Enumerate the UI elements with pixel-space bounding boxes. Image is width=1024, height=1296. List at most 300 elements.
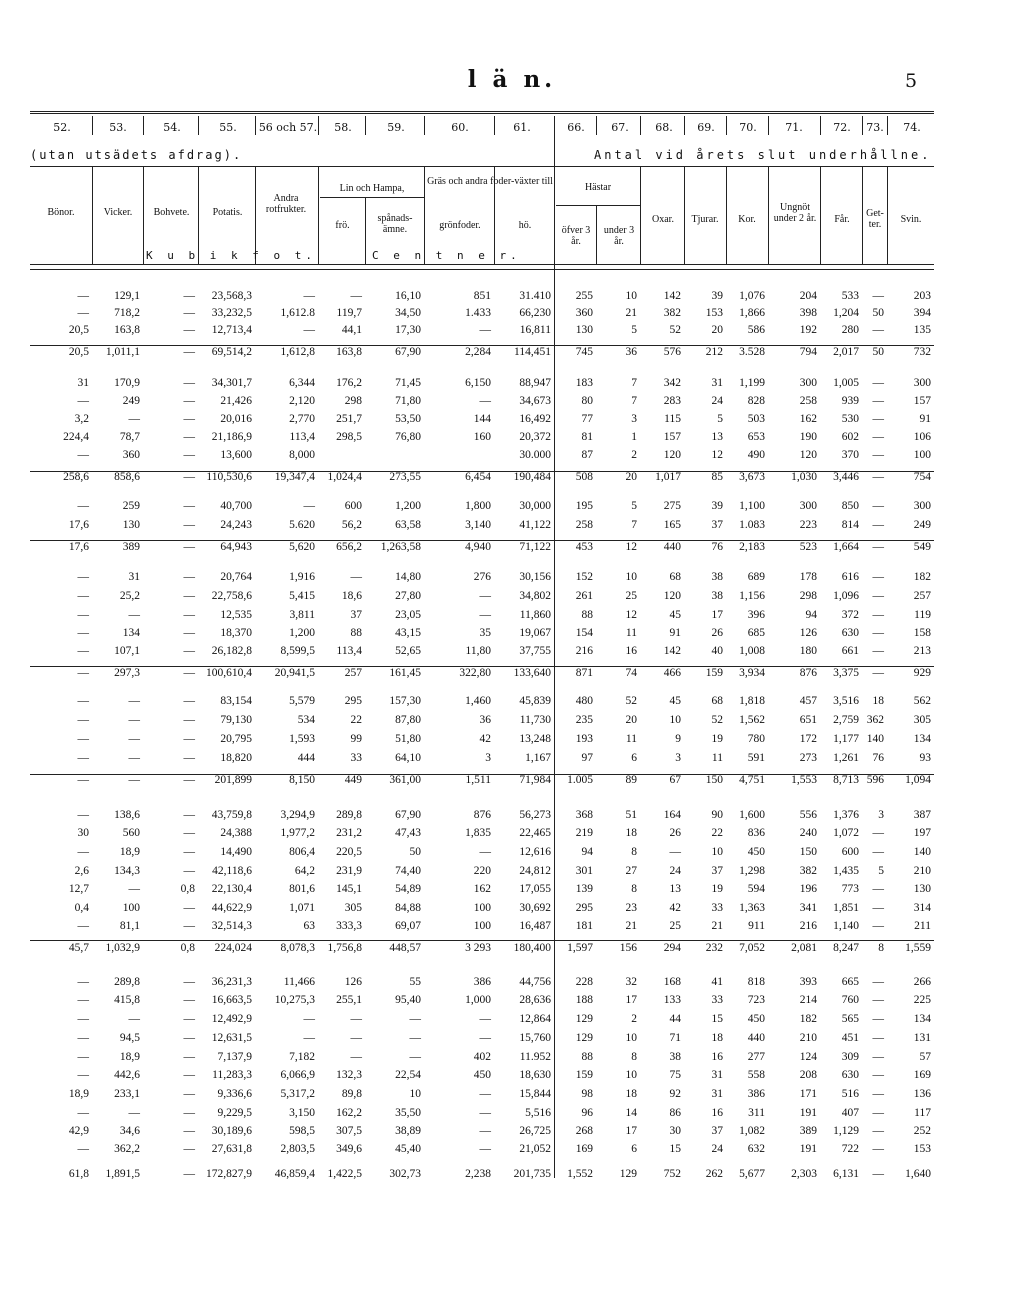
table-cell: 15,760 — [519, 1032, 551, 1044]
table-cell: 273 — [799, 752, 817, 764]
table-cell: 30,189,6 — [211, 1125, 252, 1137]
table-cell: 37 — [350, 609, 362, 621]
table-sum-cell: 3,375 — [833, 667, 859, 679]
table-cell: — — [872, 377, 884, 389]
table-cell: — — [479, 1125, 491, 1137]
table-cell: 216 — [799, 920, 817, 932]
table-cell: 35,50 — [395, 1107, 421, 1119]
table-cell: 31 — [711, 1069, 723, 1081]
table-cell: 52,65 — [395, 645, 421, 657]
header-vicker: Vicker. — [103, 207, 133, 218]
table-cell: 10 — [625, 571, 637, 583]
table-cell: 50 — [409, 846, 421, 858]
table-cell: 64,2 — [294, 865, 315, 877]
table-cell: 154 — [575, 627, 593, 639]
table-sum-cell: — — [183, 346, 195, 358]
table-cell: 160 — [473, 431, 491, 443]
table-cell: 34,673 — [519, 395, 551, 407]
table-cell: 113,4 — [336, 645, 362, 657]
table-cell: 277 — [747, 1051, 765, 1063]
table-cell: 11.952 — [519, 1051, 551, 1063]
table-cell: 5 — [631, 500, 637, 512]
header-ofver: öfver 3 år. — [561, 225, 591, 247]
table-cell: 192 — [799, 324, 817, 336]
table-sum-cell: 8,247 — [833, 942, 859, 954]
table-cell: 21 — [625, 920, 637, 932]
table-cell: — — [872, 590, 884, 602]
table-cell: 3,516 — [833, 695, 859, 707]
table-cell: 35 — [479, 627, 491, 639]
table-cell: — — [872, 645, 884, 657]
table-cell: 10,275,3 — [274, 994, 315, 1006]
table-cell: 33 — [350, 752, 362, 764]
table-cell: 136 — [913, 1088, 931, 1100]
table-cell: — — [77, 920, 89, 932]
table-cell: 5,579 — [289, 695, 315, 707]
table-cell: 616 — [841, 571, 859, 583]
header-tjurar: Tjurar. — [691, 214, 719, 225]
table-cell: — — [350, 290, 362, 302]
table-cell: 22 — [711, 827, 723, 839]
column-number: 74. — [903, 121, 921, 134]
table-sum-cell: 17,6 — [68, 541, 89, 553]
table-cell: 311 — [748, 1107, 765, 1119]
table-cell: — — [183, 431, 195, 443]
table-cell: 159 — [575, 1069, 593, 1081]
table-cell: 534 — [297, 714, 315, 726]
table-cell: 305 — [344, 902, 362, 914]
table-sum-cell: 1,552 — [567, 1168, 593, 1180]
table-cell: 182 — [799, 1013, 817, 1025]
table-sum-cell: 2,081 — [791, 942, 817, 954]
table-cell: 556 — [799, 809, 817, 821]
table-cell: — — [77, 571, 89, 583]
table-cell: 24,388 — [220, 827, 252, 839]
table-cell: 96 — [581, 1107, 593, 1119]
table-cell: 1,177 — [833, 733, 859, 745]
table-cell: 602 — [841, 431, 859, 443]
table-cell: 91 — [669, 627, 681, 639]
table-cell: 140 — [866, 733, 884, 745]
table-cell: — — [872, 1107, 884, 1119]
table-cell: 11,466 — [283, 976, 315, 988]
table-cell: 39 — [711, 500, 723, 512]
table-cell: 305 — [913, 714, 931, 726]
table-cell: 126 — [799, 627, 817, 639]
table-cell: 10 — [409, 1088, 421, 1100]
table-cell: 42 — [669, 902, 681, 914]
table-cell: 516 — [841, 1088, 859, 1100]
table-sum-cell: 2,017 — [833, 346, 859, 358]
table-sum-cell: 466 — [663, 667, 681, 679]
table-cell: — — [183, 1013, 195, 1025]
table-cell: 231,9 — [336, 865, 362, 877]
table-cell: — — [479, 1032, 491, 1044]
table-cell: 68 — [711, 695, 723, 707]
table-cell: — — [479, 609, 491, 621]
table-sum-cell: — — [183, 667, 195, 679]
table-cell: — — [128, 1013, 140, 1025]
table-cell: 661 — [841, 645, 859, 657]
table-sum-cell: — — [77, 774, 89, 786]
table-sum-cell: — — [183, 1168, 195, 1180]
table-cell: 2,6 — [74, 865, 89, 877]
table-sum-cell: 190,484 — [513, 471, 551, 483]
table-cell: 651 — [799, 714, 817, 726]
table-cell: 63,58 — [395, 519, 421, 531]
table-cell: — — [77, 1069, 89, 1081]
table-cell: 32 — [625, 976, 637, 988]
table-cell: 87 — [581, 449, 593, 461]
table-cell: — — [128, 714, 140, 726]
table-cell: 88 — [581, 1051, 593, 1063]
table-cell: 300 — [913, 377, 931, 389]
table-sum-cell: 212 — [705, 346, 723, 358]
table-cell: 558 — [747, 1069, 765, 1081]
table-cell: 1,916 — [289, 571, 315, 583]
table-cell: 251,7 — [336, 413, 362, 425]
table-cell: 55 — [409, 976, 421, 988]
table-cell: 5,415 — [289, 590, 315, 602]
unit-label-kubikfot: K u b i k f o t. — [146, 249, 316, 262]
table-cell: 21,186,9 — [211, 431, 252, 443]
header-under: under 3 år. — [603, 225, 635, 247]
table-cell: 307,5 — [336, 1125, 362, 1137]
header-spanads: spånads-ämne. — [377, 213, 413, 235]
column-number: 52. — [53, 121, 71, 134]
table-cell: — — [128, 1107, 140, 1119]
horizontal-rule — [320, 197, 424, 198]
table-cell: 26 — [711, 627, 723, 639]
table-cell: 806,4 — [289, 846, 315, 858]
table-cell: — — [303, 290, 315, 302]
table-cell: 283 — [663, 395, 681, 407]
table-cell: — — [183, 733, 195, 745]
page-number: 5 — [905, 70, 918, 92]
table-cell: 300 — [799, 377, 817, 389]
table-cell: 11,80 — [465, 645, 491, 657]
table-cell: 389 — [799, 1125, 817, 1137]
table-cell: 814 — [841, 519, 859, 531]
table-sum-cell: 64,943 — [220, 541, 252, 553]
table-cell: 18,370 — [220, 627, 252, 639]
table-cell: 289,8 — [336, 809, 362, 821]
table-cell: 126 — [344, 976, 362, 988]
table-cell: 71 — [669, 1032, 681, 1044]
table-cell: 180 — [799, 645, 817, 657]
table-cell: — — [479, 1143, 491, 1155]
table-cell: 69,07 — [395, 920, 421, 932]
table-cell: 349,6 — [336, 1143, 362, 1155]
table-cell: 56,2 — [341, 519, 362, 531]
table-cell: 80 — [581, 395, 593, 407]
table-cell: 44,756 — [519, 976, 551, 988]
table-cell: 1,298 — [739, 865, 765, 877]
table-cell: 182 — [913, 571, 931, 583]
table-sum-cell: 156 — [619, 942, 637, 954]
table-cell: 71,45 — [395, 377, 421, 389]
table-cell: 214 — [799, 994, 817, 1006]
table-cell: 8,000 — [289, 449, 315, 461]
column-number: 56 och 57. — [258, 121, 318, 134]
table-cell: — — [303, 1013, 315, 1025]
table-cell: 37 — [711, 865, 723, 877]
table-cell: 1,866 — [739, 307, 765, 319]
table-cell: 12 — [711, 449, 723, 461]
table-cell: — — [872, 1069, 884, 1081]
table-sum-cell: 12 — [625, 541, 637, 553]
table-cell: 25 — [625, 590, 637, 602]
table-sum-cell: — — [183, 541, 195, 553]
table-sum-cell: 6,454 — [465, 471, 491, 483]
table-cell: 24 — [669, 865, 681, 877]
table-sum-cell: 224,024 — [214, 942, 252, 954]
table-cell: 6,150 — [465, 377, 491, 389]
table-cell: 261 — [575, 590, 593, 602]
table-cell: 131 — [913, 1032, 931, 1044]
table-cell: 760 — [841, 994, 859, 1006]
table-cell: — — [872, 413, 884, 425]
table-cell: — — [183, 1125, 195, 1137]
table-cell: 7,182 — [289, 1051, 315, 1063]
table-sum-cell: 3,934 — [739, 667, 765, 679]
table-cell: 83,154 — [220, 695, 252, 707]
table-cell: 259 — [122, 500, 140, 512]
table-cell: 27,631,8 — [211, 1143, 252, 1155]
table-cell: — — [872, 883, 884, 895]
vertical-rule — [820, 166, 821, 264]
table-cell: — — [303, 500, 315, 512]
table-cell: 67,90 — [395, 809, 421, 821]
table-cell: 5 — [717, 413, 723, 425]
header-lin-hampa: Lin och Hampa, — [339, 183, 405, 194]
table-cell: — — [77, 1051, 89, 1063]
table-cell: 129 — [575, 1032, 593, 1044]
table-cell: — — [183, 714, 195, 726]
column-number: 55. — [219, 121, 237, 134]
table-cell: — — [77, 695, 89, 707]
column-number: 59. — [387, 121, 405, 134]
table-cell: 77 — [581, 413, 593, 425]
table-cell: 298,5 — [336, 431, 362, 443]
table-cell: 25 — [669, 920, 681, 932]
table-sum-cell: 858,6 — [114, 471, 140, 483]
table-cell: 130 — [913, 883, 931, 895]
table-cell: 100 — [913, 449, 931, 461]
table-cell: — — [872, 449, 884, 461]
table-cell: 1.433 — [465, 307, 491, 319]
table-cell: 213 — [913, 645, 931, 657]
table-cell: — — [479, 395, 491, 407]
table-cell: 632 — [747, 1143, 765, 1155]
table-sum-cell: 1,017 — [655, 471, 681, 483]
table-cell: 169 — [575, 1143, 593, 1155]
table-cell: — — [77, 500, 89, 512]
table-cell: 490 — [747, 449, 765, 461]
table-cell: — — [872, 431, 884, 443]
table-sum-cell: 732 — [913, 346, 931, 358]
table-cell: 5 — [631, 324, 637, 336]
table-cell: 224,4 — [63, 431, 89, 443]
table-cell: 93 — [919, 752, 931, 764]
table-cell: 157 — [663, 431, 681, 443]
table-cell: 133 — [663, 994, 681, 1006]
table-cell: 17,6 — [68, 519, 89, 531]
table-cell: 3,2 — [74, 413, 89, 425]
table-cell: 600 — [841, 846, 859, 858]
horizontal-rule — [30, 269, 934, 270]
table-cell: 20,372 — [519, 431, 551, 443]
table-cell: — — [872, 976, 884, 988]
column-number: 72. — [833, 121, 851, 134]
table-cell: 40,700 — [220, 500, 252, 512]
table-sum-cell: 262 — [705, 1168, 723, 1180]
table-cell: 20 — [625, 714, 637, 726]
table-cell: 100 — [473, 902, 491, 914]
table-cell: 450 — [473, 1069, 491, 1081]
table-cell: — — [183, 846, 195, 858]
table-cell: 57 — [919, 1051, 931, 1063]
table-cell: 33,232,5 — [211, 307, 252, 319]
table-cell: 100 — [122, 902, 140, 914]
table-cell: 530 — [841, 413, 859, 425]
horizontal-rule — [30, 264, 934, 265]
table-cell: — — [479, 1013, 491, 1025]
table-sum-cell: 1.005 — [567, 774, 593, 786]
table-sum-cell: 71,984 — [519, 774, 551, 786]
table-cell: 115 — [664, 413, 681, 425]
table-cell: 16 — [711, 1107, 723, 1119]
table-cell: 718,2 — [114, 307, 140, 319]
table-cell: — — [77, 645, 89, 657]
table-cell: 120 — [663, 449, 681, 461]
table-cell: 0,8 — [180, 883, 195, 895]
table-cell: 372 — [841, 609, 859, 621]
table-sum-cell: 1,511 — [465, 774, 491, 786]
column-number: 70. — [739, 121, 757, 134]
table-cell: 11 — [711, 752, 723, 764]
table-cell: 5,516 — [525, 1107, 551, 1119]
table-cell: 33 — [711, 902, 723, 914]
table-cell: — — [350, 1051, 362, 1063]
table-cell: — — [669, 846, 681, 858]
table-cell: 172 — [799, 733, 817, 745]
table-cell: — — [409, 1013, 421, 1025]
table-cell: — — [183, 1088, 195, 1100]
table-cell: 1,363 — [739, 902, 765, 914]
table-cell: 252 — [913, 1125, 931, 1137]
table-cell: 210 — [799, 1032, 817, 1044]
table-cell: 220 — [473, 865, 491, 877]
table-cell: 134 — [913, 1013, 931, 1025]
table-cell: 42,118,6 — [212, 865, 252, 877]
table-cell: 75 — [669, 1069, 681, 1081]
table-cell: 12,616 — [519, 846, 551, 858]
table-cell: 7,137,9 — [217, 1051, 252, 1063]
table-cell: — — [183, 865, 195, 877]
table-cell: 51,80 — [395, 733, 421, 745]
table-cell: 362 — [866, 714, 884, 726]
table-cell: 9,229,5 — [217, 1107, 252, 1119]
table-cell: 1,977,2 — [280, 827, 315, 839]
table-cell: 19 — [711, 883, 723, 895]
table-cell: — — [77, 1032, 89, 1044]
table-cell: 280 — [841, 324, 859, 336]
table-cell: 52 — [711, 714, 723, 726]
header-gronfoder: grönfoder. — [439, 220, 481, 231]
table-cell: 10 — [625, 1032, 637, 1044]
table-cell: — — [183, 500, 195, 512]
table-cell: 1,140 — [833, 920, 859, 932]
table-sum-cell: 294 — [663, 942, 681, 954]
column-number: 68. — [655, 121, 673, 134]
table-cell: 333,3 — [336, 920, 362, 932]
table-cell: 233,1 — [114, 1088, 140, 1100]
table-cell: 6,344 — [289, 377, 315, 389]
table-cell: 162 — [799, 413, 817, 425]
table-sum-cell: 656,2 — [336, 541, 362, 553]
table-cell: 2 — [631, 449, 637, 461]
table-cell: 440 — [747, 1032, 765, 1044]
table-cell: 1,199 — [739, 377, 765, 389]
table-cell: 8 — [631, 1051, 637, 1063]
table-cell: — — [872, 1032, 884, 1044]
table-sum-cell: 449 — [344, 774, 362, 786]
table-cell: — — [479, 1088, 491, 1100]
table-cell: 81,1 — [119, 920, 140, 932]
table-cell: 1,200 — [289, 627, 315, 639]
table-cell: 257 — [913, 590, 931, 602]
table-cell: 1,435 — [833, 865, 859, 877]
vertical-rule — [143, 166, 144, 264]
header-hastar: Hästar — [584, 182, 612, 193]
table-cell: 231,2 — [336, 827, 362, 839]
table-cell: 1.083 — [739, 519, 765, 531]
table-sum-cell: — — [183, 774, 195, 786]
table-cell: 76 — [872, 752, 884, 764]
table-cell: 99 — [350, 733, 362, 745]
table-sum-cell: 1,422,5 — [327, 1168, 362, 1180]
table-cell: 163,8 — [114, 324, 140, 336]
table-cell: — — [77, 590, 89, 602]
table-sum-cell: 508 — [575, 471, 593, 483]
table-cell: 1,818 — [739, 695, 765, 707]
table-cell: 44 — [669, 1013, 681, 1025]
table-sum-cell: 7,052 — [739, 942, 765, 954]
header-bonor: Bönor. — [47, 207, 75, 218]
column-number: 73. — [866, 121, 884, 134]
table-cell: — — [77, 809, 89, 821]
table-cell: 1,000 — [465, 994, 491, 1006]
table-cell: 3 — [631, 413, 637, 425]
table-sum-cell: 2,284 — [465, 346, 491, 358]
table-cell: 120 — [663, 590, 681, 602]
table-cell: 45 — [669, 609, 681, 621]
table-cell: 14,490 — [220, 846, 252, 858]
table-sum-cell: 876 — [799, 667, 817, 679]
table-cell: — — [77, 395, 89, 407]
table-cell: 47,43 — [395, 827, 421, 839]
table-cell: 258 — [799, 395, 817, 407]
table-cell: — — [183, 976, 195, 988]
table-cell: 34,50 — [395, 307, 421, 319]
vertical-rule — [596, 205, 597, 264]
table-cell: 87,80 — [395, 714, 421, 726]
table-cell: — — [409, 1051, 421, 1063]
table-cell: 1,851 — [833, 902, 859, 914]
table-cell: 16 — [711, 1051, 723, 1063]
table-sum-cell: 302,73 — [389, 1168, 421, 1180]
